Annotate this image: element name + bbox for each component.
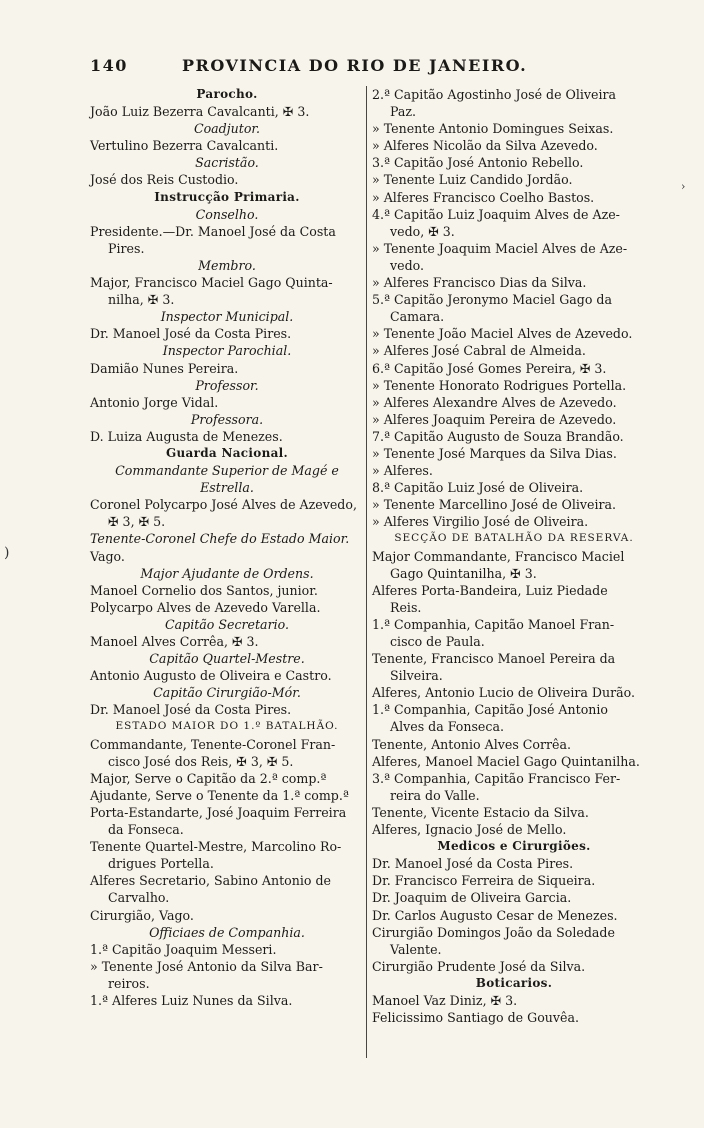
text-line: Tenente, Antonio Alves Corrêa. xyxy=(372,736,572,752)
text-line: » Alferes Alexandre Alves de Azevedo. xyxy=(372,394,617,410)
text-line: Dr. Carlos Augusto Cesar de Menezes. xyxy=(372,907,618,923)
text-line: Cirurgião Domingos João da Soledade xyxy=(372,924,615,940)
text-line: » Tenente Honorato Rodrigues Portella. xyxy=(372,377,627,393)
section-heading: Parocho. xyxy=(196,87,258,101)
text-line: Silveira. xyxy=(390,668,443,684)
text-line: Presidente.—Dr. Manoel José da Costa xyxy=(90,223,336,239)
right-column xyxy=(372,86,656,1026)
text-line: 8.ª Capitão Luiz José de Oliveira. xyxy=(372,480,584,496)
text-line: SECÇÃO DE BATALHÃO DA RESERVA. xyxy=(394,532,634,545)
text-line: nilha, ✠ 3. xyxy=(108,292,175,308)
text-line: Commandante, Tenente-Coronel Fran- xyxy=(90,736,336,752)
text-line: Antonio Jorge Vidal. xyxy=(90,394,219,410)
role-subheading: Estrella. xyxy=(200,480,254,496)
text-line: 3.ª Companhia, Capitão Francisco Fer- xyxy=(372,770,621,786)
text-line: Paz. xyxy=(390,104,417,120)
text-line: Manoel Alves Corrêa, ✠ 3. xyxy=(90,634,259,649)
text-line: Polycarpo Alves de Azevedo Varella. xyxy=(90,599,321,615)
text-line: 1.ª Companhia, Capitão José Antonio xyxy=(372,702,609,718)
text-line: » Tenente Antonio Domingues Seixas. xyxy=(372,121,614,137)
text-line: Porta-Estandarte, José Joaquim Ferreira xyxy=(90,804,347,820)
text-line: Camara. xyxy=(390,309,445,325)
text-line: Valente. xyxy=(390,941,442,957)
role-subheading: Professor. xyxy=(195,377,259,393)
text-line: 3.ª Capitão José Antonio Rebello. xyxy=(372,155,584,171)
text-line: Vertulino Bezerra Cavalcanti. xyxy=(90,138,279,154)
role-subheading: Capitão Cirurgião-Mór. xyxy=(153,685,301,701)
text-line: » Alferes Virgilio José de Oliveira. xyxy=(372,514,589,530)
text-line: Alferes Secretario, Sabino Antonio de xyxy=(90,873,331,889)
role-subheading: Tenente-Coronel Chefe do Estado Maior. xyxy=(90,531,350,547)
section-heading: Boticarios. xyxy=(475,975,553,990)
text-line: » Tenente Marcellino José de Oliveira. xyxy=(372,497,617,513)
text-line: Dr. Manoel José da Costa Pires. xyxy=(372,856,574,872)
text-line: 7.ª Capitão Augusto de Souza Brandão. xyxy=(372,428,624,444)
page-number: 140 xyxy=(90,56,128,75)
text-line: 1.ª Capitão Joaquim Messeri. xyxy=(90,941,277,957)
role-subheading: Conselho. xyxy=(195,206,259,222)
text-line: Antonio Augusto de Oliveira e Castro. xyxy=(90,668,332,684)
section-heading: Instrucção Primaria. xyxy=(154,189,300,204)
text-line: Manoel Vaz Diniz, ✠ 3. xyxy=(372,992,518,1008)
role-subheading: Commandante Superior de Magé e xyxy=(115,463,339,479)
text-line: cisco José dos Reis, ✠ 3, ✠ 5. xyxy=(108,753,294,769)
text-line: vedo. xyxy=(390,257,424,273)
text-line: » Tenente Luiz Candido Jordão. xyxy=(372,172,573,188)
text-line: João Luiz Bezerra Cavalcanti, ✠ 3. xyxy=(90,104,310,120)
text-line: » Alferes Francisco Coelho Bastos. xyxy=(372,189,595,205)
text-line: Major, Francisco Maciel Gago Quinta- xyxy=(90,275,333,291)
page-title: PROVINCIA DO RIO DE JANEIRO. xyxy=(182,56,528,75)
role-subheading: Coadjutor. xyxy=(193,121,261,137)
text-line: Dr. Manoel José da Costa Pires. xyxy=(90,326,292,342)
text-line: cisco de Paula. xyxy=(390,634,485,649)
role-subheading: Officiaes de Companhia. xyxy=(149,924,305,940)
column-divider xyxy=(366,86,367,1058)
text-line: » Alferes Nicolão da Silva Azevedo. xyxy=(372,138,598,154)
text-line: Tenente, Vicente Estacio da Silva. xyxy=(372,804,589,820)
text-line: » Tenente José Marques da Silva Dias. xyxy=(372,445,617,461)
text-line: Vago. xyxy=(90,548,125,564)
text-line: Tenente Quartel-Mestre, Marcolino Ro- xyxy=(90,839,342,855)
text-line: Ajudante, Serve o Tenente da 1.ª comp.ª xyxy=(90,787,349,803)
text-line: » Alferes Joaquim Pereira de Azevedo. xyxy=(372,411,617,427)
role-subheading: Membro. xyxy=(198,257,256,273)
section-heading: Guarda Nacional. xyxy=(165,445,289,460)
text-line: ✠ 3, ✠ 5. xyxy=(108,514,166,530)
text-line: Tenente, Francisco Manoel Pereira da xyxy=(372,651,616,667)
text-line: » Alferes. xyxy=(372,463,433,479)
role-subheading: Professora. xyxy=(190,411,264,427)
text-line: Carvalho. xyxy=(108,890,170,906)
text-line: Dr. Francisco Ferreira de Siqueira. xyxy=(372,873,596,889)
text-line: ESTADO MAIOR DO 1.º BATALHÃO. xyxy=(115,720,339,733)
left-column xyxy=(90,86,364,1009)
role-subheading: Inspector Parochial. xyxy=(162,343,292,359)
text-line: drigues Portella. xyxy=(108,856,214,872)
text-line: Coronel Polycarpo José Alves de Azevedo, xyxy=(90,497,357,513)
margin-bracket-icon: ) xyxy=(4,545,10,561)
role-subheading: Sacristão. xyxy=(195,155,259,171)
text-line: Alferes, Antonio Lucio de Oliveira Durão. xyxy=(372,685,636,701)
text-line: Major, Serve o Capitão da 2.ª comp.ª xyxy=(90,770,327,786)
margin-bracket-icon: › xyxy=(681,180,686,193)
text-line: 1.ª Companhia, Capitão Manoel Fran- xyxy=(372,616,615,632)
text-line: Pires. xyxy=(108,240,145,256)
text-line: Damião Nunes Pereira. xyxy=(90,360,239,376)
text-line: Alves da Fonseca. xyxy=(390,719,504,735)
role-subheading: Capitão Quartel-Mestre. xyxy=(149,651,305,667)
text-line: da Fonseca. xyxy=(108,822,184,838)
text-line: » Tenente José Antonio da Silva Bar- xyxy=(90,958,323,974)
role-subheading: Major Ajudante de Ordens. xyxy=(140,565,314,581)
text-line: Reis. xyxy=(390,599,422,615)
text-line: Gago Quintanilha, ✠ 3. xyxy=(390,565,537,581)
text-line: » Alferes José Cabral de Almeida. xyxy=(372,343,586,359)
text-line: 5.ª Capitão Jeronymo Maciel Gago da xyxy=(372,292,613,308)
text-line: vedo, ✠ 3. xyxy=(390,223,455,239)
text-line: 1.ª Alferes Luiz Nunes da Silva. xyxy=(90,992,293,1008)
text-line: reira do Valle. xyxy=(390,787,480,803)
text-line: Major Commandante, Francisco Maciel xyxy=(372,548,625,564)
text-line: Alferes Porta-Bandeira, Luiz Piedade xyxy=(372,582,608,598)
text-line: Dr. Manoel José da Costa Pires. xyxy=(90,702,292,718)
role-subheading: Capitão Secretario. xyxy=(165,616,289,632)
role-subheading: Inspector Municipal. xyxy=(160,309,294,325)
text-line: reiros. xyxy=(108,975,150,991)
text-line: Cirurgião, Vago. xyxy=(90,907,194,923)
section-heading: Medicos e Cirurgiões. xyxy=(437,839,591,854)
page-header xyxy=(90,56,560,82)
text-line: 6.ª Capitão José Gomes Pereira, ✠ 3. xyxy=(372,360,607,376)
text-line: Dr. Joaquim de Oliveira Garcia. xyxy=(372,890,572,906)
text-line: Manoel Cornelio dos Santos, junior. xyxy=(90,582,318,598)
text-line: 4.ª Capitão Luiz Joaquim Alves de Aze- xyxy=(372,206,620,222)
text-line: 2.ª Capitão Agostinho José de Oliveira xyxy=(372,87,617,102)
text-line: Alferes, Ignacio José de Mello. xyxy=(372,822,567,838)
text-line: José dos Reis Custodio. xyxy=(90,172,239,188)
text-line: Cirurgião Prudente José da Silva. xyxy=(372,958,586,974)
text-line: » Tenente Joaquim Maciel Alves de Aze- xyxy=(372,240,628,256)
text-line: Felicissimo Santiago de Gouvêa. xyxy=(372,1010,579,1026)
text-line: Alferes, Manoel Maciel Gago Quintanilha. xyxy=(372,753,640,769)
text-line: D. Luiza Augusta de Menezes. xyxy=(90,428,283,444)
text-line: » Alferes Francisco Dias da Silva. xyxy=(372,275,587,291)
text-line: » Tenente João Maciel Alves de Azevedo. xyxy=(372,326,633,342)
